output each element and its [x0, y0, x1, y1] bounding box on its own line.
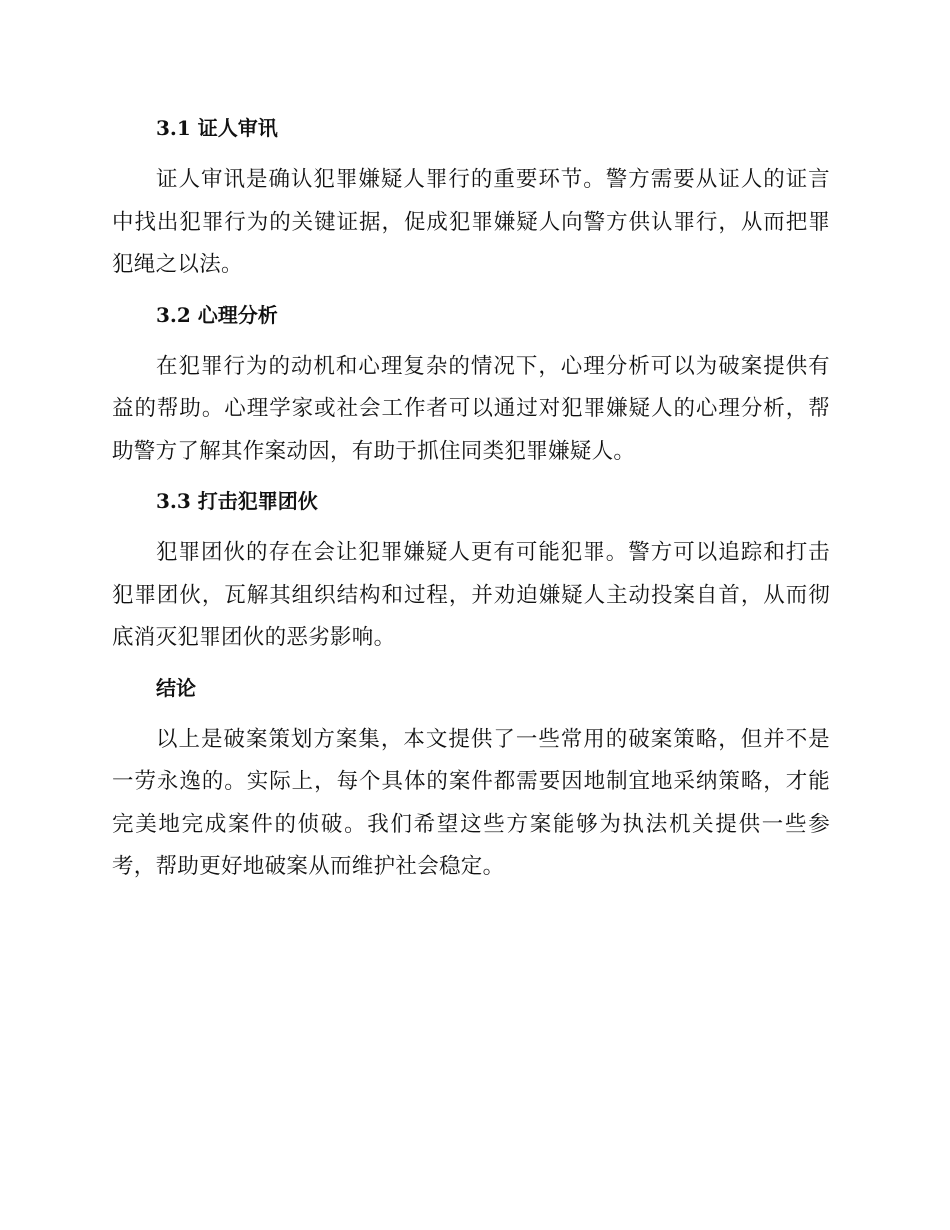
conclusion-paragraph: 以上是破案策划方案集，本文提供了一些常用的破案策略，但并不是一劳永逸的。实际上，每个具体的案件都需要因地制宜地采纳策略，才能完美地完成案件的侦破。我们希望这些方案能够为执法机关提供一些参考，帮助更好地破案从而维护社会稳定。: [112, 726, 830, 879]
conclusion-heading: 结论: [156, 675, 196, 700]
section-heading-3-2: 3.2 心理分析: [156, 302, 278, 327]
section-paragraph-3-1: 证人审讯是确认犯罪嫌疑人罪行的重要环节。警方需要从证人的证言中找出犯罪行为的关键证据，促成犯罪嫌疑人向警方供认罪行，从而把罪犯绳之以法。: [112, 167, 830, 277]
section-paragraph-3-2: 在犯罪行为的动机和心理复杂的情况下，心理分析可以为破案提供有益的帮助。心理学家或社会工作者可以通过对犯罪嫌疑人的心理分析，帮助警方了解其作案动因，有助于抓住同类犯罪嫌疑人。: [112, 353, 830, 464]
section-heading-3-1: 3.1 证人审讯: [156, 116, 278, 140]
document-body: [112, 110, 830, 899]
section-paragraph-3-3: 犯罪团伙的存在会让犯罪嫌疑人更有可能犯罪。警方可以追踪和打击犯罪团伙，瓦解其组织结构和过程，并劝迫嫌疑人主动投案自首，从而彻底消灭犯罪团伙的恶劣影响。: [112, 540, 830, 650]
section-heading-3-3: 3.3 打击犯罪团伙: [156, 489, 318, 513]
